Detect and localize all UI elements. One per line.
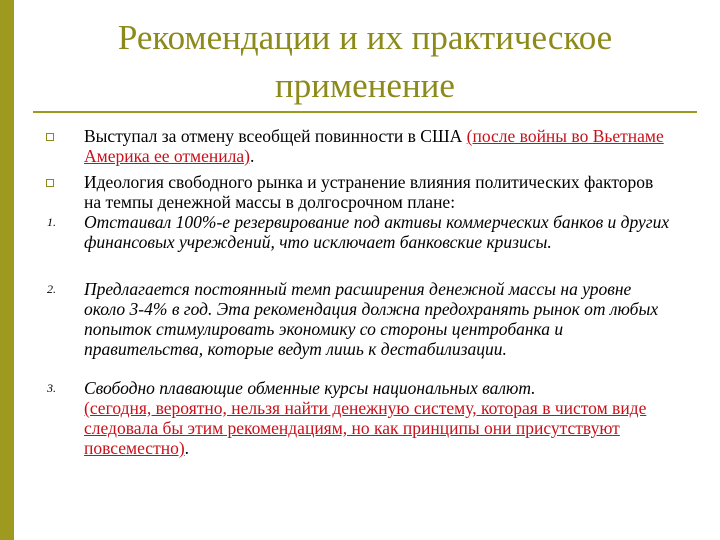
bullet-text <box>84 126 674 166</box>
list-number: 1. <box>47 215 56 229</box>
bullet-text <box>84 378 674 458</box>
title-line-1: Рекомендации и их практическое <box>117 18 613 57</box>
slide-title <box>40 14 690 110</box>
square-bullet-icon <box>46 133 54 141</box>
bullet-note-link[interactable]: (сегодня, вероятно, нельзя найти денежную систему, которая в чистом виде следовала бы этим рекомендациям, но как принципы они присутствуют повсеместно) <box>84 398 647 458</box>
bullet-tail: . <box>249 146 255 166</box>
bullet-tail: . <box>184 438 190 458</box>
list-number: 3. <box>47 381 56 395</box>
bullet-text: Идеология свободного рынка и устранение влияния политических факторов на темпы денежной массы в долгосрочном плане: <box>84 172 654 212</box>
bullet-note-link[interactable]: (после войны во Вьетнаме Америка ее отменила) <box>84 126 664 166</box>
bullet-main-text: Выступал за отмену всеобщей повинности в США <box>84 126 467 146</box>
square-bullet-icon <box>46 179 54 187</box>
left-accent-bar <box>0 0 14 540</box>
bullet-text: Предлагается постоянный темп расширения денежной массы на уровне около 3-4% в год. Эта рекомендация должна предохранять рынок от любых попыток стимулировать экономику со стороны центробанка и правительства, которые ведут лишь к дестабилизации. <box>84 279 659 359</box>
bullet-text: Отстаивал 100%-е резервирование под активы коммерческих банков и других финансовых учреждений, что исключает банковские кризисы. <box>84 212 670 252</box>
list-number: 2. <box>47 282 56 296</box>
title-divider <box>33 111 697 113</box>
bullet-main-text: Свободно плавающие обменные курсы национальных валют. <box>84 378 536 398</box>
title-line-2: применение <box>275 66 455 105</box>
